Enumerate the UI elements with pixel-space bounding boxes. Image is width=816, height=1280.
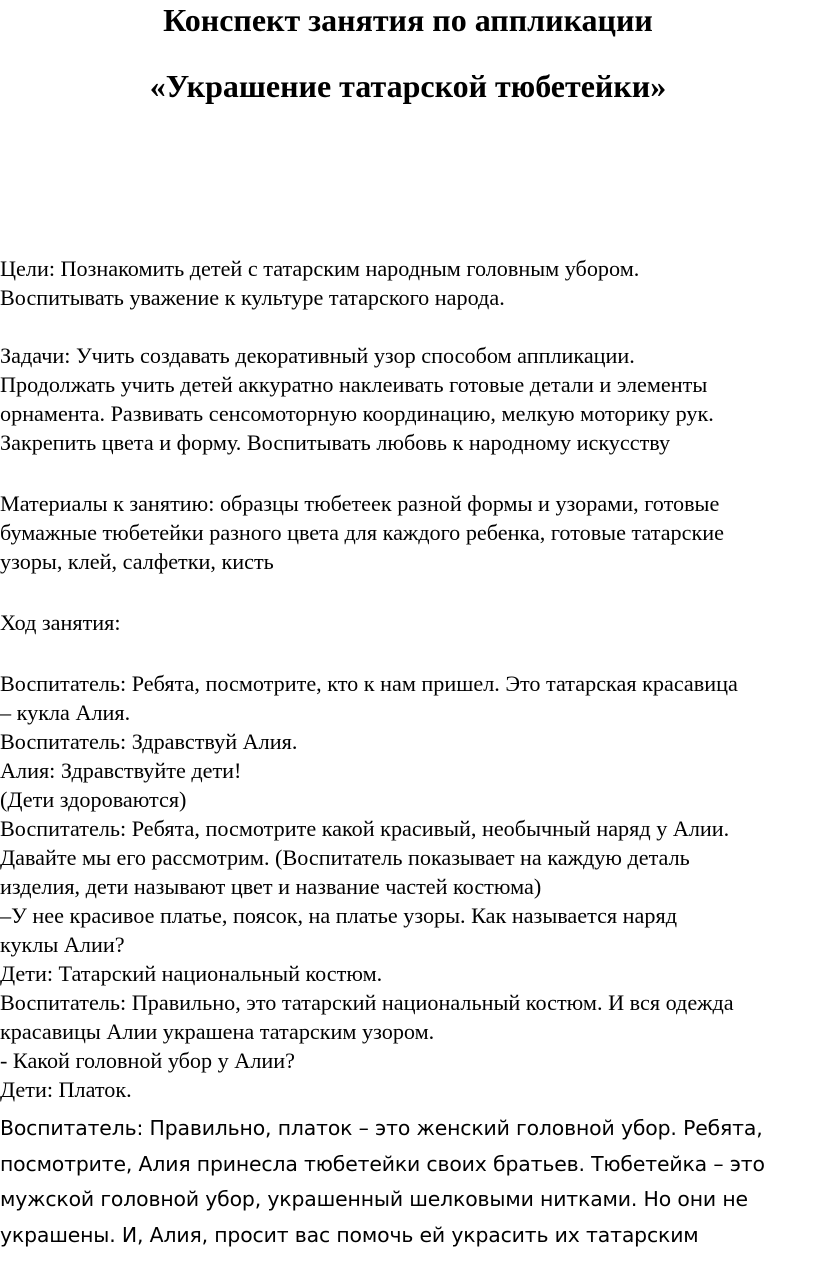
- dialogue-line: куклы Алии?: [0, 932, 125, 957]
- tasks-line: Продолжать учить детей аккуратно наклеивать готовые детали и элементы: [0, 372, 708, 397]
- dialogue-line: Дети: Татарский национальный костюм.: [0, 961, 383, 986]
- dialogue-line: –У нее красивое платье, поясок, на платье узоры. Как называется наряд: [0, 903, 677, 928]
- dialogue-line: (Дети здороваются): [0, 787, 187, 812]
- dialogue-end-line: посмотрите, Алия принесла тюбетейки своих братьев. Тюбетейка – это: [0, 1151, 765, 1176]
- tasks-paragraph: [0, 341, 816, 457]
- paragraph-gap: [0, 457, 816, 489]
- dialogue-end-line: Воспитатель: Правильно, платок – это женский головной убор. Ребята,: [0, 1116, 763, 1140]
- goals-paragraph: [0, 254, 816, 312]
- materials-line: Материалы к занятию: образцы тюбетеек разной формы и узорами, готовые: [0, 491, 720, 516]
- course-heading-text: Ход занятия:: [0, 610, 121, 635]
- paragraph-gap: [0, 576, 816, 608]
- materials-paragraph: [0, 489, 816, 576]
- tasks-line: Задачи: Учить создавать декоративный узор способом аппликации.: [0, 343, 635, 368]
- goals-line: Цели: Познакомить детей с татарским народным головным убором.: [0, 256, 640, 281]
- document-body: [0, 254, 816, 1253]
- course-heading: [0, 608, 816, 637]
- dialogue-line: - Какой головной убор у Алии?: [0, 1048, 295, 1073]
- dialogue-line: Воспитатель: Правильно, это татарский национальный костюм. И вся одежда: [0, 990, 734, 1015]
- dialogue-line: Воспитатель: Ребята, посмотрите, кто к нам пришел. Это татарская красавица: [0, 671, 738, 696]
- dialogue-end-line: украшены. И, Алия, просит вас помочь ей украсить их татарским: [0, 1222, 699, 1247]
- dialogue-end-line: мужской головной убор, украшенный шелковыми нитками. Но они не: [0, 1187, 748, 1211]
- tasks-line: Закрепить цвета и форму. Воспитывать любовь к народному искусству: [0, 430, 671, 455]
- dialogue-line: Давайте мы его рассмотрим. (Воспитатель показывает на каждую деталь: [0, 845, 690, 870]
- dialogue-line: изделия, дети называют цвет и название частей костюма): [0, 874, 542, 899]
- dialogue-line: Алия: Здравствуйте дети!: [0, 758, 242, 783]
- dialogue-line: Дети: Платок.: [0, 1077, 132, 1102]
- goals-line: Воспитывать уважение к культуре татарского народа.: [0, 285, 505, 310]
- paragraph-gap: [0, 312, 816, 341]
- document-title-line-1: Конспект занятия по аппликации: [163, 2, 653, 38]
- paragraph-gap: [0, 637, 816, 669]
- tasks-line: орнамента. Развивать сенсомоторную координацию, мелкую моторику рук.: [0, 401, 714, 426]
- dialogue-line: Воспитатель: Здравствуй Алия.: [0, 729, 298, 754]
- dialogue-line: красавицы Алии украшена татарским узором.: [0, 1019, 435, 1044]
- materials-line: бумажные тюбетейки разного цвета для каждого ребенка, готовые татарские: [0, 520, 724, 545]
- dialogue-line: – кукла Алия.: [0, 700, 131, 725]
- dialogue-continuation: [0, 1111, 816, 1253]
- materials-line: узоры, клей, салфетки, кисть: [0, 549, 274, 574]
- dialogue-paragraph: [0, 669, 816, 1104]
- document-title-line-2: «Украшение татарской тюбетейки»: [149, 68, 667, 104]
- dialogue-line: Воспитатель: Ребята, посмотрите какой красивый, необычный наряд у Алии.: [0, 816, 730, 841]
